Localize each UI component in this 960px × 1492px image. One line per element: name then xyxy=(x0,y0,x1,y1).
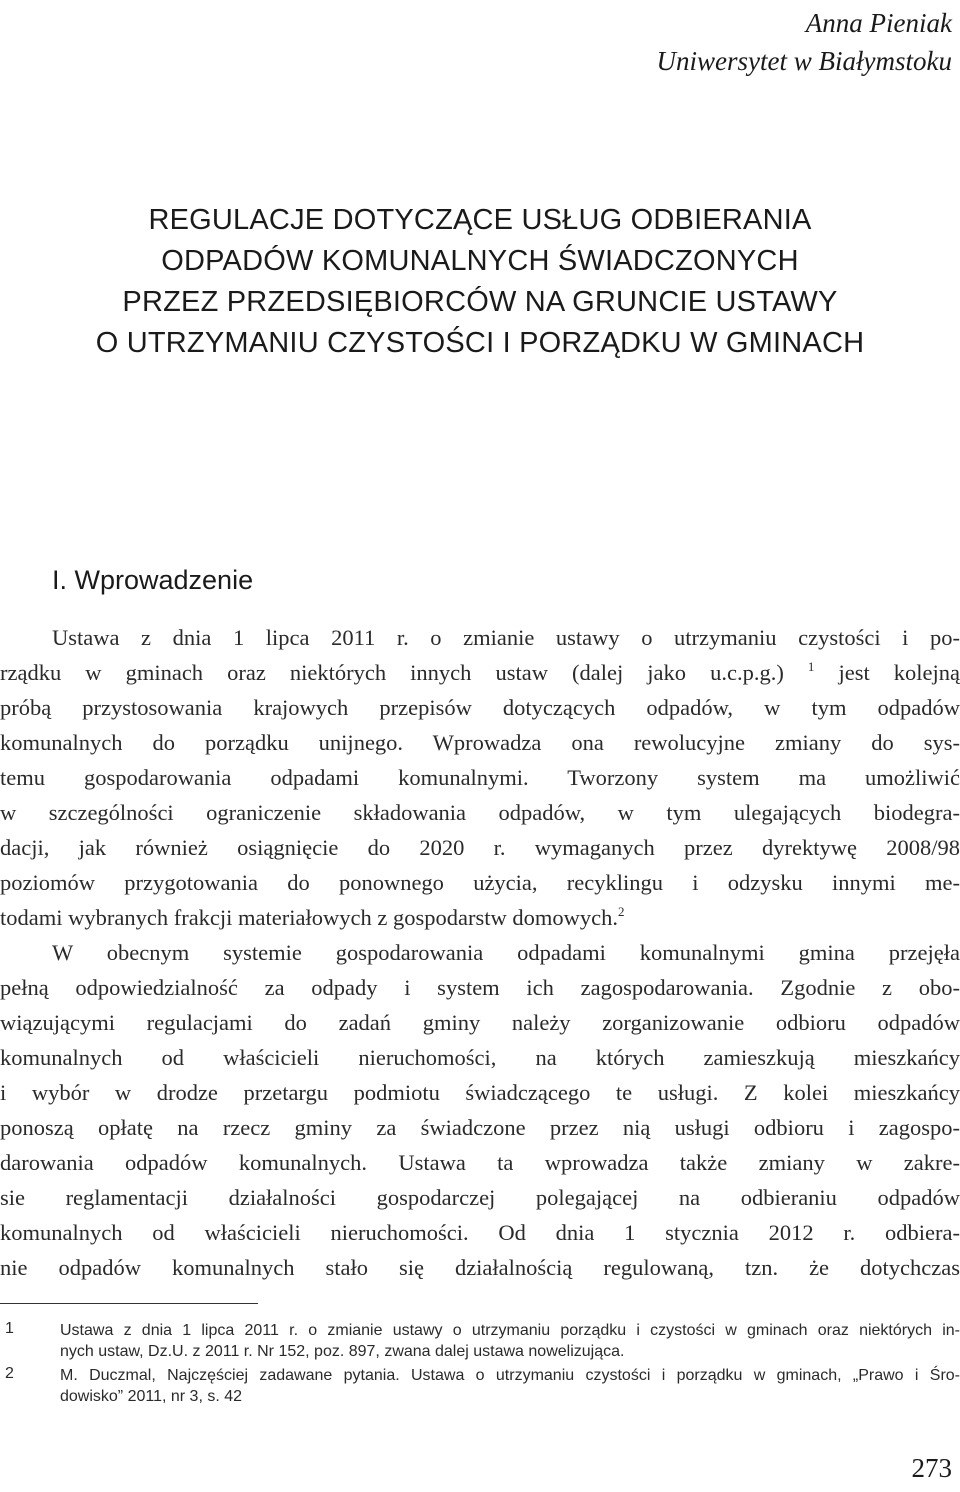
text-line: komunalnych od właścicieli nieruchomości, na których zamieszkują mieszkańcy xyxy=(0,1045,960,1070)
title-line: ODPADÓW KOMUNALNYCH ŚWIADCZONYCH xyxy=(161,245,799,277)
author-name: Anna Pieniak xyxy=(805,8,952,38)
page-number: 273 xyxy=(911,1453,952,1483)
text-line: nie odpadów komunalnych stało się działalnością regulowaną, tzn. że dotychczas xyxy=(0,1255,960,1280)
text-segment: todami wybranych frakcji materiałowych z gospodarstw domowych. xyxy=(0,905,618,930)
text-segment: rządku w gminach oraz niektórych innych ustaw (dalej jako u.c.p.g.) xyxy=(0,660,784,685)
footnote-text xyxy=(60,1320,960,1362)
footnote-line: M. Duczmal, Najczęściej zadawane pytania. Ustawa o utrzymaniu czystości i porządku w gminach, „Prawo i Śro- xyxy=(60,1367,960,1384)
text-line: dacji, jak również osiągnięcie do 2020 r. wymaganych przez dyrektywę 2008/98 xyxy=(0,835,960,860)
title-line: PRZEZ PRZEDSIĘBIORCÓW NA GRUNCIE USTAWY xyxy=(122,286,838,318)
footnote-number: 2 xyxy=(5,1365,14,1382)
footnote-line: dowisko” 2011, nr 3, s. 42 xyxy=(60,1388,243,1405)
text-line: komunalnych do porządku unijnego. Wprowadza ona rewolucyjne zmiany do sys- xyxy=(0,730,960,755)
text-line xyxy=(0,900,960,935)
text-line: wiązującymi regulacjami do zadań gminy należy zorganizowanie odbioru odpadów xyxy=(0,1010,960,1035)
footnote-text xyxy=(60,1365,960,1407)
text-line: próbą przystosowania krajowych przepisów dotyczących odpadów, w tym odpadów xyxy=(0,695,960,720)
footnote-ref: 2 xyxy=(617,904,625,919)
text-line: w szczególności ograniczenie składowania odpadów, w tym ulegających biodegra- xyxy=(0,800,960,825)
text-line: temu gospodarowania odpadami komunalnymi. Tworzony system ma umożliwić xyxy=(0,765,960,790)
text-line: komunalnych od właścicieli nieruchomości. Od dnia 1 stycznia 2012 r. odbiera- xyxy=(0,1220,960,1245)
footnote xyxy=(0,1320,960,1362)
text-line: W obecnym systemie gospodarowania odpadami komunalnymi gmina przejęła xyxy=(52,940,960,965)
footnote-line: Ustawa z dnia 1 lipca 2011 r. o zmianie ustawy o utrzymaniu porządku i czystości w gminach oraz niektórych in- xyxy=(60,1322,960,1339)
text-line: ponoszą opłatę na rzecz gminy za świadczone przez nią usługi odbioru i zagospo- xyxy=(0,1115,960,1140)
text-line: poziomów przygotowania do ponownego użycia, recyklingu i odzysku innymi me- xyxy=(0,870,960,895)
text-line: i wybór w drodze przetargu podmiotu świadczącego te usługi. Z kolei mieszkańcy xyxy=(0,1080,960,1105)
title-line: REGULACJE DOTYCZĄCE USŁUG ODBIERANIA xyxy=(148,204,812,236)
text-line: pełną odpowiedzialność za odpady i system ich zagospodarowania. Zgodnie z obo- xyxy=(0,975,960,1000)
body-text xyxy=(0,620,960,1285)
article-title xyxy=(0,200,960,364)
paragraph-2 xyxy=(0,935,960,1285)
footnotes xyxy=(0,1320,960,1410)
paragraph-1 xyxy=(0,620,960,935)
footnote-separator xyxy=(0,1303,258,1304)
text-segment: jest kolejną xyxy=(838,660,960,685)
title-line: O UTRZYMANIU CZYSTOŚCI I PORZĄDKU W GMINACH xyxy=(95,327,865,359)
footnote-line: nych ustaw, Dz.U. z 2011 r. Nr 152, poz. 897, zwana dalej ustawa nowelizująca. xyxy=(60,1343,625,1360)
text-line xyxy=(0,655,960,690)
text-line: Ustawa z dnia 1 lipca 2011 r. o zmianie ustawy o utrzymaniu czystości i po- xyxy=(52,625,960,650)
author-block xyxy=(657,4,952,80)
footnote-ref: 1 xyxy=(807,659,815,674)
text-line: sie reglamentacji działalności gospodarczej polegającej na odbieraniu odpadów xyxy=(0,1185,960,1210)
author-affiliation: Uniwersytet w Białymstoku xyxy=(656,46,952,76)
text-line: darowania odpadów komunalnych. Ustawa ta wprowadza także zmiany w zakre- xyxy=(0,1150,960,1175)
footnote xyxy=(0,1365,960,1407)
footnote-number: 1 xyxy=(5,1320,14,1337)
section-heading: I. Wprowadzenie xyxy=(52,565,254,595)
